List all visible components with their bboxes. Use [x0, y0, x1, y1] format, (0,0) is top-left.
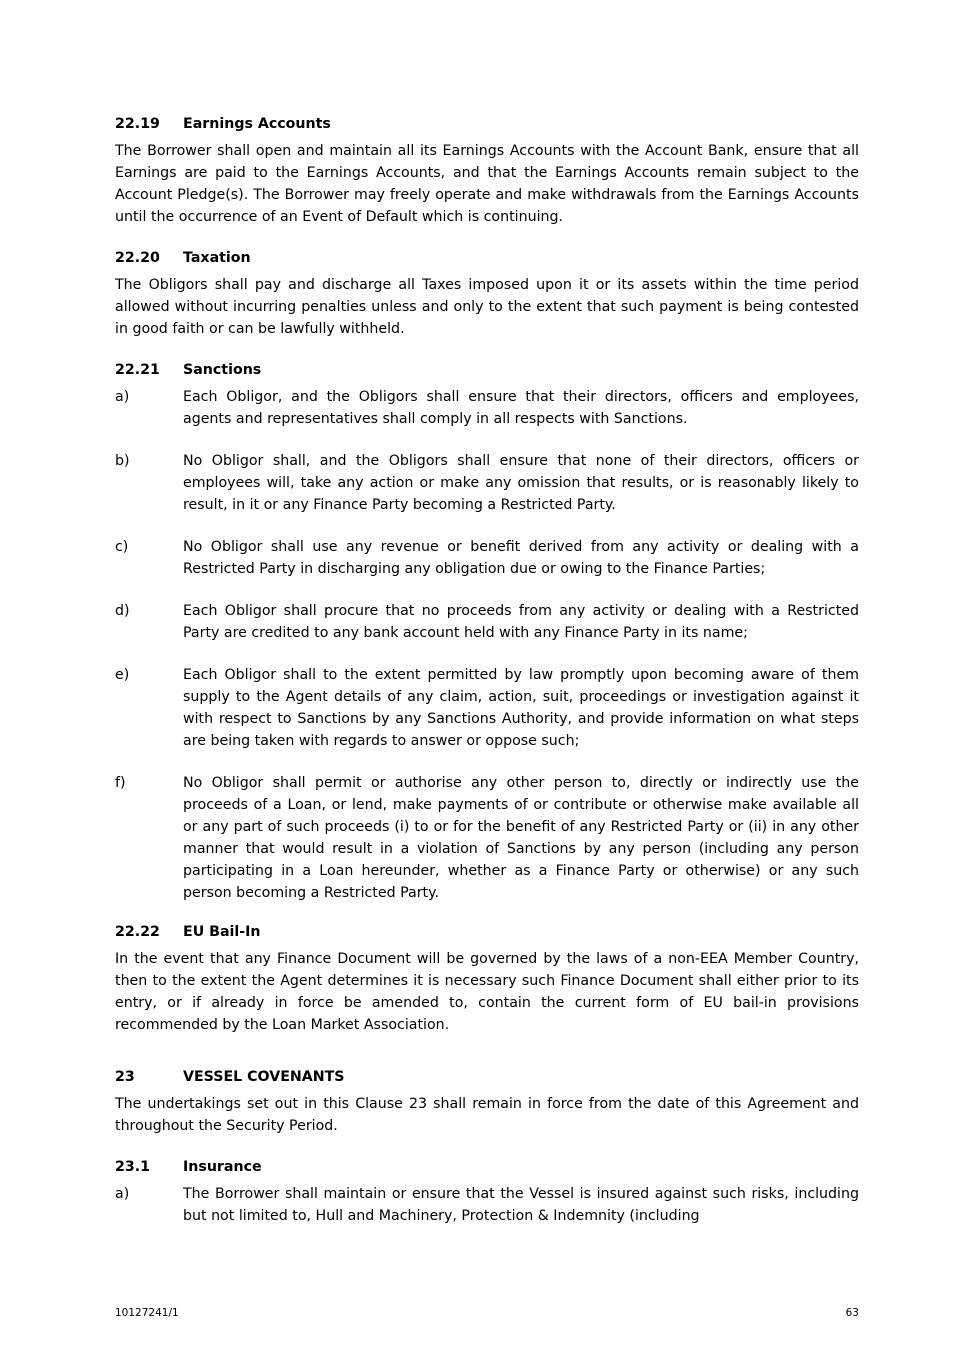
list-item-label: c) [115, 539, 129, 555]
page-number: 63 [845, 1307, 859, 1319]
list-item-label: f) [115, 775, 126, 791]
list-item [115, 772, 859, 904]
section-paragraph: The Obligors shall pay and discharge all Taxes imposed upon it or its assets within the time period allowed without incurring penalties unless and only to the extent that such payment is being contested in good faith or can be lawfully withheld. [115, 277, 859, 337]
section-paragraph: In the event that any Finance Document will be governed by the laws of a non-EEA Member Country, then to the extent the Agent determines it is necessary such Finance Document shall either prior to its entry, or if already in force be amended to, contain the current form of EU bail-in provisions recommended by the Loan Market Association. [115, 951, 859, 1033]
section-number: 23.1 [115, 1159, 151, 1175]
section-heading-22-19 [115, 112, 859, 136]
section-title: Earnings Accounts [183, 116, 331, 132]
section-heading-22-22 [115, 920, 859, 944]
document-body [115, 112, 859, 1247]
section-number: 22.21 [115, 362, 160, 378]
list-item-text: No Obligor shall use any revenue or benefit derived from any activity or dealing with a Restricted Party in discharging any obligation due or owing to the Finance Parties; [183, 539, 859, 577]
section-heading-23-1 [115, 1155, 859, 1179]
section-number: 22.19 [115, 116, 160, 132]
list-item-label: a) [115, 389, 130, 405]
list-item-text: Each Obligor, and the Obligors shall ensure that their directors, officers and employees, agents and representatives shall comply in all respects with Sanctions. [183, 389, 859, 427]
list-item-label: d) [115, 603, 130, 619]
list-item-label: e) [115, 667, 130, 683]
page-footer [115, 1302, 859, 1324]
list-item-text: No Obligor shall, and the Obligors shall ensure that none of their directors, officers or employees will, take any action or make any omission that results, or is reasonably likely to result, in it or any Finance Party becoming a Restricted Party. [183, 453, 859, 513]
list-item [115, 536, 859, 580]
list-item [115, 450, 859, 516]
document-reference: 10127241/1 [115, 1307, 179, 1319]
list-item-label: b) [115, 453, 130, 469]
list-item [115, 664, 859, 752]
section-title: Sanctions [183, 362, 262, 378]
clause-paragraph: The undertakings set out in this Clause 23 shall remain in force from the date of this Agreement and throughout the Security Period. [115, 1096, 859, 1134]
list-item-text: No Obligor shall permit or authorise any other person to, directly or indirectly use the proceeds of a Loan, or lend, make payments of or contribute or otherwise make available all or any part of such proceeds (i) to or for the benefit of any Restricted Party or (ii) in any other manner that would result in a violation of Sanctions by any person (including any person participating in a Loan hereunder, whether as a Finance Party or otherwise) or any such person becoming a Restricted Party. [183, 775, 859, 901]
section-title: Insurance [183, 1159, 262, 1175]
list-item-text: Each Obligor shall to the extent permitted by law promptly upon becoming aware of them supply to the Agent details of any claim, action, suit, proceedings or investigation against it with respect to Sanctions by any Sanctions Authority, and provide information on what steps are being taken with regards to answer or oppose such; [183, 667, 859, 749]
list-item [115, 1183, 859, 1227]
section-heading-22-21 [115, 358, 859, 382]
section-number: 22.20 [115, 250, 160, 266]
list-item [115, 386, 859, 430]
section-title: EU Bail-In [183, 924, 261, 940]
list-item-text: Each Obligor shall procure that no proceeds from any activity or dealing with a Restricted Party are credited to any bank account held with any Finance Party in its name; [183, 603, 859, 641]
section-title: Taxation [183, 250, 251, 266]
section-heading-22-20 [115, 246, 859, 270]
clause-number: 23 [115, 1069, 135, 1085]
section-number: 22.22 [115, 924, 160, 940]
clause-heading-23 [115, 1065, 859, 1089]
section-paragraph: The Borrower shall open and maintain all its Earnings Accounts with the Account Bank, ensure that all Earnings are paid to the Earnings Accounts, and that the Earnings Accounts remain subject to the Account Pledge(s). The Borrower may freely operate and make withdrawals from the Earnings Accounts until the occurrence of an Event of Default which is continuing. [115, 143, 859, 225]
list-item-label: a) [115, 1186, 130, 1202]
list-item-text: The Borrower shall maintain or ensure that the Vessel is insured against such risks, including but not limited to, Hull and Machinery, Protection & Indemnity (including [183, 1186, 859, 1224]
clause-title: VESSEL COVENANTS [183, 1069, 345, 1085]
list-item [115, 600, 859, 644]
